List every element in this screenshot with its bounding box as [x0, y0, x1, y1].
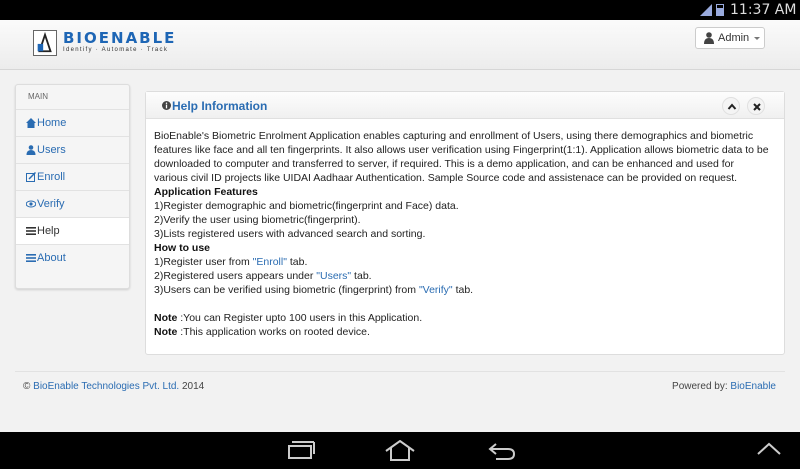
close-icon — [752, 102, 762, 112]
close-button[interactable] — [747, 97, 765, 115]
info-icon — [162, 101, 171, 110]
android-nav-bar — [0, 432, 800, 469]
sidebar-section-label: MAIN — [28, 92, 48, 101]
intro-text: BioEnable's Biometric Enrolment Application enables capturing and enrollment of Users, using there demographics and biometric features like face and all ten fingerprints. It also allows user verification using Fingerprint(1:1). Application allows biometric data to be downloaded to computer and transferred to server, if required. This is a demo application, and can be enhanced and used for various civil ID projects like UIDAI Aadhaar Authentication. Sample Source code and assistenace can be provided on request. — [154, 130, 769, 184]
status-bar — [0, 0, 800, 20]
logo-mark-icon — [33, 30, 57, 56]
howto-item: 1)Register user from "Enroll" tab. — [154, 256, 308, 268]
back-icon[interactable] — [486, 440, 518, 462]
panel-header — [146, 92, 784, 119]
list-icon — [26, 253, 36, 263]
sidebar-item-verify[interactable] — [16, 190, 129, 217]
note: Note :This application works on rooted device. — [154, 326, 370, 338]
panel-body — [154, 129, 769, 339]
users-link[interactable]: "Users" — [316, 270, 352, 282]
feature-item: 1)Register demographic and biometric(fingerprint and Face) data. — [154, 200, 459, 212]
company-link[interactable]: BioEnable Technologies Pvt. Ltd. — [33, 381, 180, 392]
sidebar-item-help[interactable] — [16, 217, 129, 244]
home-icon — [26, 118, 36, 128]
sidebar-item-about[interactable] — [16, 244, 129, 271]
battery-icon — [716, 4, 724, 16]
logo[interactable] — [33, 30, 193, 58]
bioenable-link[interactable]: BioEnable — [730, 381, 776, 392]
howto-item: 3)Users can be verified using biometric (fingerprint) from "Verify" tab. — [154, 284, 474, 296]
footer-copyright: © BioEnable Technologies Pvt. Ltd. 2014 — [23, 381, 205, 392]
sidebar-item-enroll[interactable] — [16, 163, 129, 190]
sidebar-item-label: About — [37, 252, 66, 264]
chevron-up-icon — [727, 102, 737, 112]
chevron-down-icon — [754, 37, 760, 40]
collapse-button[interactable] — [722, 97, 740, 115]
eye-icon — [26, 199, 36, 209]
sidebar-item-label: Users — [37, 144, 66, 156]
note: Note :You can Register upto 100 users in this Application. — [154, 312, 423, 324]
app-header — [0, 20, 800, 70]
sidebar-item-label: Help — [37, 225, 60, 237]
list-icon — [26, 226, 36, 236]
howto-heading: How to use — [154, 242, 211, 254]
features-heading: Application Features — [154, 186, 258, 198]
howto-item: 2)Registered users appears under "Users" tab. — [154, 270, 372, 282]
recent-apps-icon[interactable] — [284, 440, 316, 462]
help-panel — [145, 91, 785, 355]
user-icon — [704, 32, 714, 44]
footer-powered-by: Powered by: BioEnable — [672, 381, 776, 392]
edit-icon — [26, 172, 36, 182]
footer-divider — [15, 371, 785, 372]
enroll-link[interactable]: "Enroll" — [252, 256, 287, 268]
clock: 11:37 AM — [730, 2, 797, 18]
chevron-up-icon[interactable] — [756, 440, 782, 458]
sidebar-item-label: Enroll — [37, 171, 66, 183]
verify-link[interactable]: "Verify" — [418, 284, 453, 296]
logo-name: BIOENABLE — [63, 29, 177, 47]
sidebar-item-label: Verify — [37, 198, 65, 210]
panel-title: Help Information — [172, 99, 268, 113]
sidebar-item-users[interactable] — [16, 136, 129, 163]
sidebar — [15, 84, 130, 289]
sidebar-item-home[interactable] — [16, 109, 129, 136]
admin-label: Admin — [718, 32, 750, 44]
logo-tagline: Identify · Automate · Track — [63, 47, 169, 53]
feature-item: 2)Verify the user using biometric(fingerprint). — [154, 214, 361, 226]
home-nav-icon[interactable] — [384, 440, 416, 462]
signal-icon — [700, 4, 712, 16]
admin-dropdown-button[interactable] — [695, 27, 765, 49]
sidebar-item-label: Home — [37, 117, 67, 129]
feature-item: 3)Lists registered users with advanced search and sorting. — [154, 228, 426, 240]
user-icon — [26, 145, 36, 155]
